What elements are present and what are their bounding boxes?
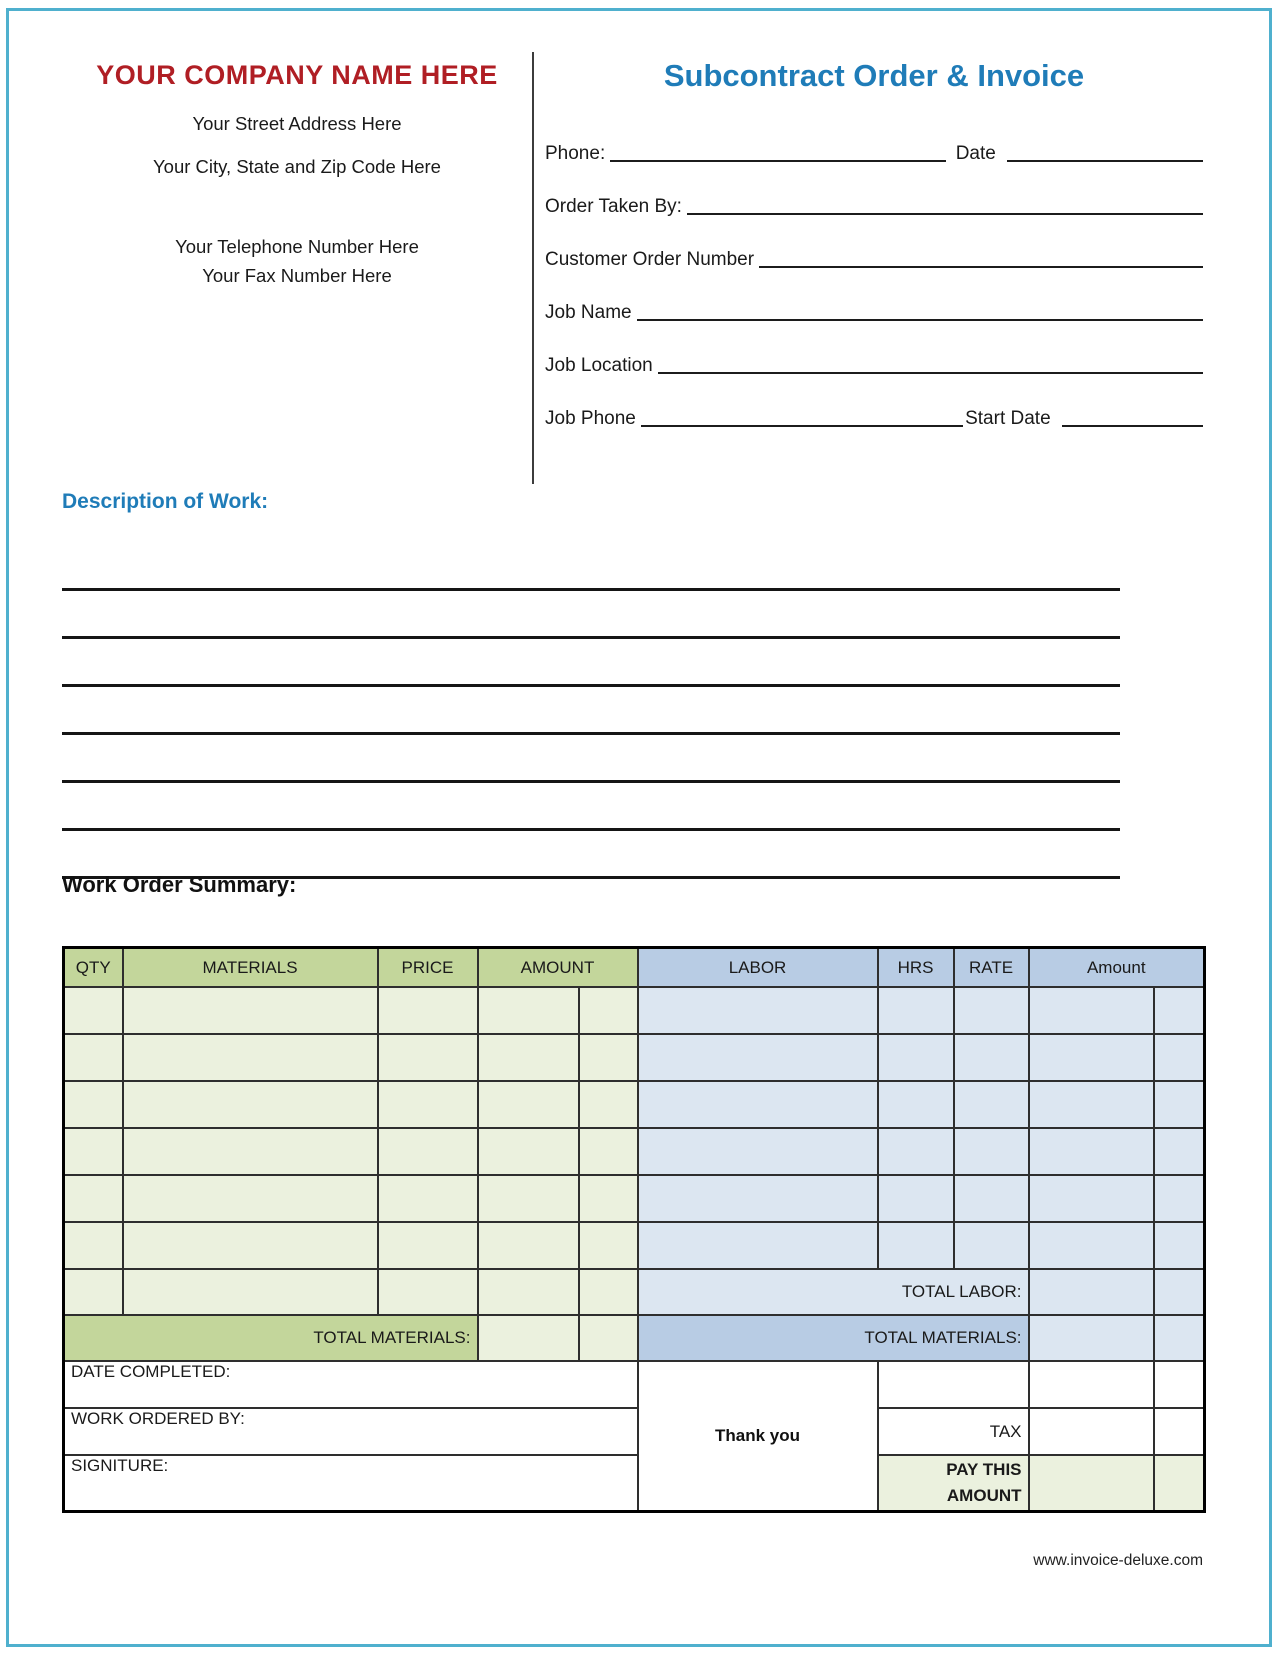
summary-body-row bbox=[64, 1175, 1205, 1222]
empty-cell bbox=[64, 1175, 123, 1222]
empty-cell bbox=[1029, 1128, 1154, 1175]
total-labor-row bbox=[64, 1269, 1205, 1315]
description-blank-line bbox=[62, 735, 1120, 783]
empty-cell bbox=[1029, 1222, 1154, 1269]
total-materials-right-value-cell bbox=[1029, 1315, 1154, 1361]
description-blank-lines bbox=[62, 543, 1120, 879]
description-blank-line bbox=[62, 591, 1120, 639]
empty-cell bbox=[64, 1128, 123, 1175]
field-row-job-name bbox=[545, 297, 1203, 324]
empty-cell bbox=[1029, 1081, 1154, 1128]
date-blank-line bbox=[1007, 159, 1203, 162]
empty-cell bbox=[64, 987, 123, 1034]
total-materials-row bbox=[64, 1315, 1205, 1361]
field-row-order-taken-by bbox=[545, 191, 1203, 218]
job-location-blank-line bbox=[658, 371, 1203, 374]
empty-cell bbox=[638, 1128, 878, 1175]
description-of-work-heading: Description of Work: bbox=[62, 490, 269, 513]
thank-you-message: Thank you bbox=[638, 1361, 878, 1511]
field-row-job-location bbox=[545, 350, 1203, 377]
empty-cell bbox=[1154, 1455, 1205, 1511]
empty-cell bbox=[378, 987, 478, 1034]
empty-cell bbox=[1154, 987, 1205, 1034]
empty-cell bbox=[638, 1081, 878, 1128]
date-label: Date bbox=[955, 143, 996, 164]
empty-cell bbox=[878, 1361, 1029, 1408]
empty-cell bbox=[878, 987, 954, 1034]
empty-cell bbox=[478, 987, 579, 1034]
empty-cell bbox=[878, 1175, 954, 1222]
summary-body-row bbox=[64, 1034, 1205, 1081]
empty-cell bbox=[579, 1269, 638, 1315]
empty-cell bbox=[1154, 1222, 1205, 1269]
empty-cell bbox=[1154, 1315, 1205, 1361]
total-materials-left-label: TOTAL MATERIALS: bbox=[64, 1315, 478, 1361]
order-taken-by-blank-line bbox=[687, 212, 1203, 215]
empty-cell bbox=[878, 1081, 954, 1128]
col-header-hrs: HRS bbox=[878, 948, 954, 988]
empty-cell bbox=[1029, 1034, 1154, 1081]
empty-cell bbox=[579, 1175, 638, 1222]
job-name-label: Job Name bbox=[545, 302, 632, 323]
empty-cell bbox=[123, 1128, 378, 1175]
empty-cell bbox=[1029, 1175, 1154, 1222]
summary-body-row bbox=[64, 987, 1205, 1034]
summary-header-row bbox=[64, 948, 1205, 988]
empty-cell bbox=[1154, 1128, 1205, 1175]
col-header-qty: QTY bbox=[64, 948, 123, 988]
company-block bbox=[62, 52, 532, 484]
empty-cell bbox=[378, 1175, 478, 1222]
empty-cell bbox=[954, 1034, 1029, 1081]
empty-cell bbox=[378, 1128, 478, 1175]
phone-label: Phone: bbox=[545, 143, 606, 164]
empty-cell bbox=[123, 1269, 378, 1315]
company-name: YOUR COMPANY NAME HERE bbox=[96, 60, 498, 90]
date-completed-row bbox=[64, 1361, 1205, 1408]
summary-body-row bbox=[64, 1128, 1205, 1175]
description-blank-line bbox=[62, 687, 1120, 735]
total-materials-left-value-cell bbox=[478, 1315, 579, 1361]
empty-cell bbox=[579, 987, 638, 1034]
empty-cell bbox=[878, 1222, 954, 1269]
company-telephone: Your Telephone Number Here bbox=[175, 236, 419, 257]
empty-cell bbox=[579, 1034, 638, 1081]
empty-cell bbox=[1154, 1175, 1205, 1222]
empty-cell bbox=[954, 987, 1029, 1034]
total-labor-label: TOTAL LABOR: bbox=[638, 1269, 1029, 1315]
col-header-rate: RATE bbox=[954, 948, 1029, 988]
customer-order-number-blank-line bbox=[759, 265, 1203, 268]
work-ordered-by-label: WORK ORDERED BY: bbox=[64, 1408, 638, 1455]
total-materials-right-label: TOTAL MATERIALS: bbox=[638, 1315, 1029, 1361]
empty-cell bbox=[579, 1081, 638, 1128]
work-ordered-by-row bbox=[64, 1408, 1205, 1455]
empty-cell bbox=[378, 1081, 478, 1128]
total-labor-value-cell bbox=[1029, 1269, 1154, 1315]
summary-body-row bbox=[64, 1081, 1205, 1128]
work-order-summary-heading: Work Order Summary: bbox=[62, 872, 297, 897]
empty-cell bbox=[1029, 1361, 1154, 1408]
col-header-labor: LABOR bbox=[638, 948, 878, 988]
empty-cell bbox=[123, 1034, 378, 1081]
tax-value-cell bbox=[1029, 1408, 1154, 1455]
col-header-materials: MATERIALS bbox=[123, 948, 378, 988]
empty-cell bbox=[954, 1175, 1029, 1222]
empty-cell bbox=[478, 1222, 579, 1269]
field-row-phone-date bbox=[545, 138, 1203, 165]
document-title: Subcontract Order & Invoice bbox=[663, 58, 1085, 93]
empty-cell bbox=[878, 1128, 954, 1175]
customer-order-number-label: Customer Order Number bbox=[545, 249, 755, 270]
empty-cell bbox=[64, 1034, 123, 1081]
empty-cell bbox=[579, 1315, 638, 1361]
company-street: Your Street Address Here bbox=[192, 113, 402, 134]
company-fax: Your Fax Number Here bbox=[202, 265, 392, 286]
empty-cell bbox=[478, 1034, 579, 1081]
col-header-price: PRICE bbox=[378, 948, 478, 988]
empty-cell bbox=[1154, 1081, 1205, 1128]
empty-cell bbox=[123, 1222, 378, 1269]
empty-cell bbox=[954, 1081, 1029, 1128]
empty-cell bbox=[378, 1034, 478, 1081]
col-header-amount-labor: Amount bbox=[1029, 948, 1205, 988]
empty-cell bbox=[579, 1128, 638, 1175]
empty-cell bbox=[478, 1175, 579, 1222]
date-completed-label: DATE COMPLETED: bbox=[64, 1361, 638, 1408]
signature-label: SIGNITURE: bbox=[64, 1455, 638, 1511]
job-location-label: Job Location bbox=[545, 355, 653, 376]
header bbox=[62, 52, 1203, 484]
empty-cell bbox=[1154, 1034, 1205, 1081]
empty-cell bbox=[638, 987, 878, 1034]
empty-cell bbox=[638, 1222, 878, 1269]
empty-cell bbox=[64, 1222, 123, 1269]
empty-cell bbox=[1154, 1408, 1205, 1455]
empty-cell bbox=[478, 1128, 579, 1175]
field-row-customer-order-number bbox=[545, 244, 1203, 271]
work-order-summary-table bbox=[62, 946, 1206, 1513]
empty-cell bbox=[1154, 1361, 1205, 1408]
company-city: Your City, State and Zip Code Here bbox=[153, 156, 441, 177]
empty-cell bbox=[123, 1081, 378, 1128]
empty-cell bbox=[954, 1222, 1029, 1269]
empty-cell bbox=[378, 1222, 478, 1269]
empty-cell bbox=[638, 1034, 878, 1081]
empty-cell bbox=[378, 1269, 478, 1315]
col-header-amount-materials: AMOUNT bbox=[478, 948, 638, 988]
empty-cell bbox=[64, 1269, 123, 1315]
empty-cell bbox=[1029, 987, 1154, 1034]
pay-this-amount-value-cell bbox=[1029, 1455, 1154, 1511]
empty-cell bbox=[123, 1175, 378, 1222]
empty-cell bbox=[123, 987, 378, 1034]
header-fields bbox=[545, 138, 1203, 430]
footer-url: www.invoice-deluxe.com bbox=[1033, 1552, 1203, 1569]
signature-row bbox=[64, 1455, 1205, 1511]
job-phone-label: Job Phone bbox=[545, 408, 636, 429]
invoice-header-block bbox=[532, 52, 1203, 484]
pay-this-amount-label: PAY THIS AMOUNT bbox=[878, 1455, 1029, 1511]
start-date-blank-line bbox=[1062, 424, 1203, 427]
empty-cell bbox=[64, 1081, 123, 1128]
description-blank-line bbox=[62, 543, 1120, 591]
job-phone-blank-line bbox=[641, 424, 963, 427]
empty-cell bbox=[638, 1175, 878, 1222]
empty-cell bbox=[954, 1128, 1029, 1175]
empty-cell bbox=[878, 1034, 954, 1081]
empty-cell bbox=[478, 1269, 579, 1315]
field-row-job-phone-start-date bbox=[545, 403, 1203, 430]
empty-cell bbox=[579, 1222, 638, 1269]
start-date-label: Start Date bbox=[965, 408, 1051, 429]
tax-label: TAX bbox=[878, 1408, 1029, 1455]
description-blank-line bbox=[62, 783, 1120, 831]
summary-body-row bbox=[64, 1222, 1205, 1269]
job-name-blank-line bbox=[637, 318, 1203, 321]
order-taken-by-label: Order Taken By: bbox=[545, 196, 682, 217]
empty-cell bbox=[478, 1081, 579, 1128]
description-blank-line bbox=[62, 639, 1120, 687]
empty-cell bbox=[1154, 1269, 1205, 1315]
phone-blank-line bbox=[610, 159, 945, 162]
